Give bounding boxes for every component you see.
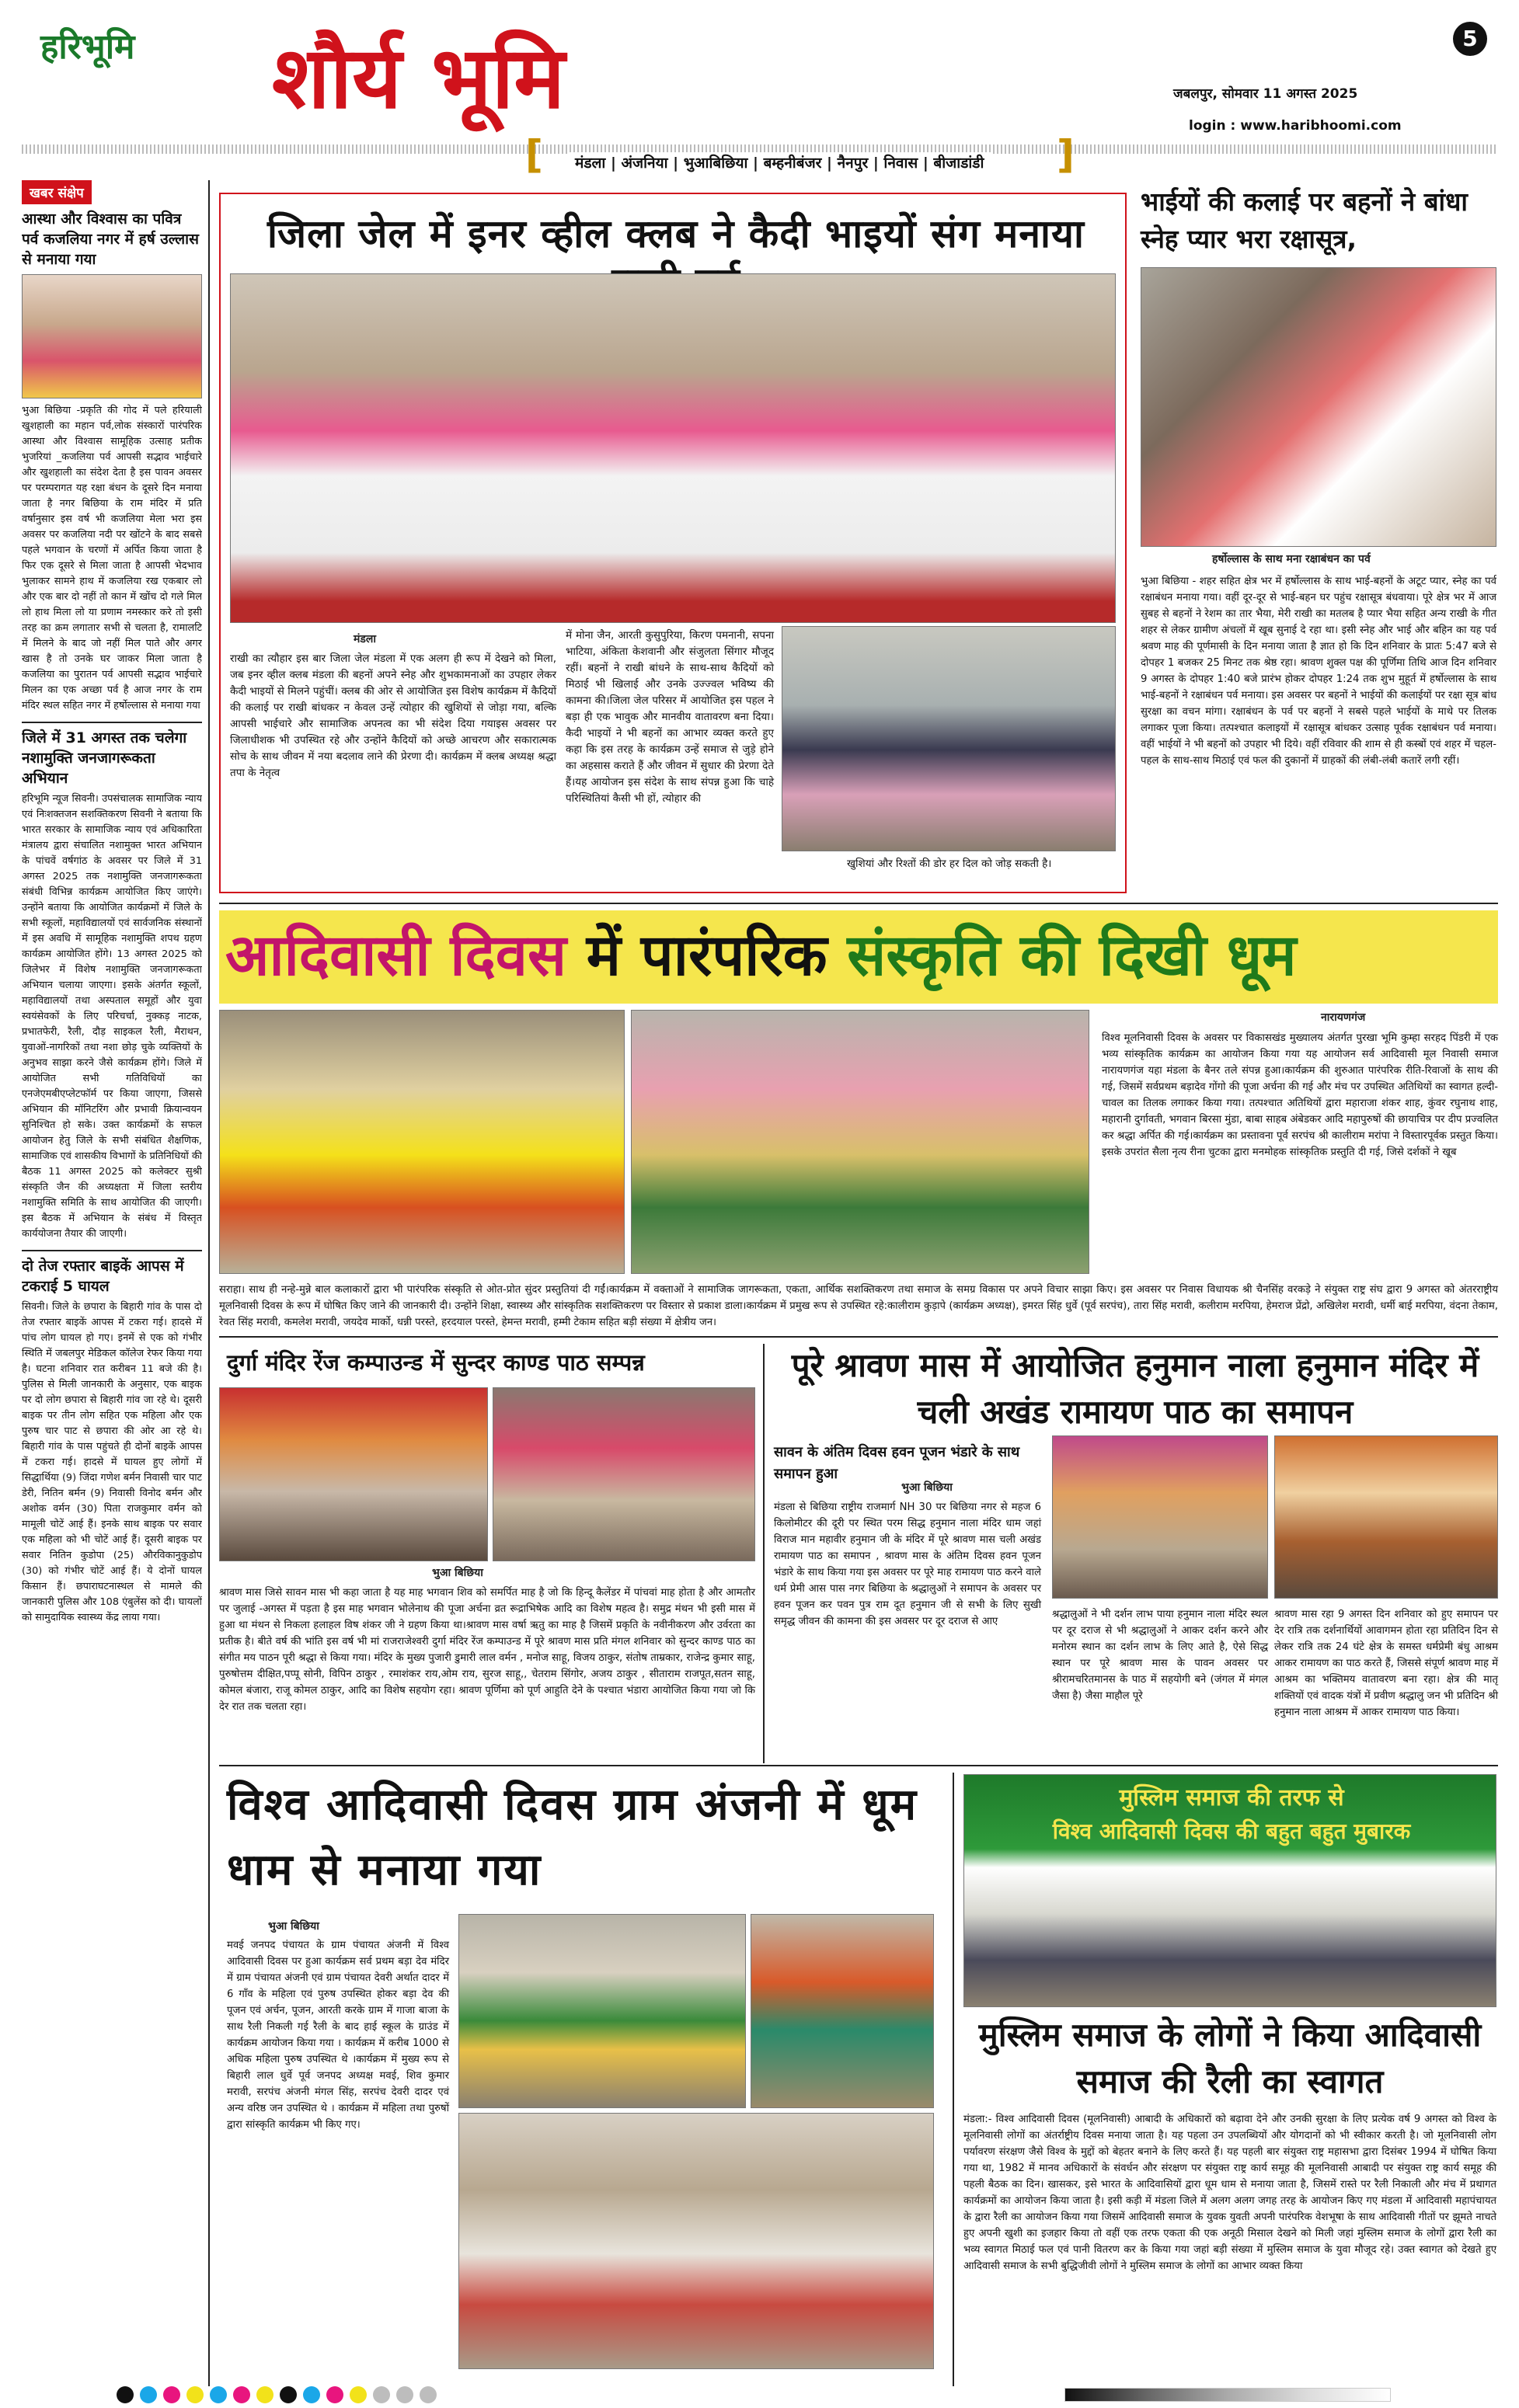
raksha-photo xyxy=(1141,267,1496,547)
section-tag: खबर संक्षेप xyxy=(22,180,92,204)
durga-headline: दुर्गा मंदिर रेंज कम्पाउन्ड में सुन्दर काण्ड पाठ सम्पन्न xyxy=(227,1349,645,1376)
registration-dot xyxy=(280,2386,297,2403)
bracket-left: [ xyxy=(525,132,543,177)
raksha-caption: हर्षोल्लास के साथ मना रक्षाबंधन का पर्व xyxy=(1212,553,1371,565)
jail-headline: जिला जेल में इनर व्हील क्लब ने कैदी भाइयों संग मनाया xyxy=(267,211,1085,256)
durga-placeline: भुआ बिछिया xyxy=(432,1567,483,1579)
jail-placeline: मंडला xyxy=(354,633,376,645)
registration-dot xyxy=(186,2386,204,2403)
page-number: 5 xyxy=(1453,22,1487,56)
adivasi-placeline: नारायणगंज xyxy=(1321,1011,1366,1024)
hanuman-body-col2: श्रद्धालुओं ने भी दर्शन लाभ पाया हनुमान नाला मंदिर स्थल पर दूर दराज से भी श्रद्धालुओं ने आकर दर्शन करने और मनोरम स्थान का दर्शन लाभ के लिए आते है, ऐसे सिद्ध स्थान पर पूरे श्रावण मास के पावन अवसर पर श्रीरामचरितमानस के पाठ में सहयोगी बने (जंगल में मंगल जैसा है) जैसा माहौल पूरे xyxy=(1052,1609,1268,1702)
left-column xyxy=(22,180,202,2386)
anjani-body: मवई जनपद पंचायत के ग्राम पंचायत अंजनी में विश्व आदिवासी दिवस पर हुआ कार्यक्रम सर्व प्रथम बड़ा देव मंदिर में ग्राम पंचायत अंजनी एवं ग्राम पंचायत देवरी अर्थात दादर में 6 गाँव के महिला एवं पुरुष उपस्थित होकर बड़ा देव की पूजन एवं अर्चन, पूजन, आरती करके ग्राम में गाजा बाजा के साथ रैली निकली गई रैली के बाद हाई स्कूल के ग्राउंड में कार्यक्रम आयोजन किया गया । कार्यक्रम में करीब 1000 से अधिक महिला पुरुष उपस्थित थे ।कार्यक्रम में मुख्य रूप से बिहारी लाल धुर्वे पूर्व जनपद अध्यक्ष मवई, शिव कुमार मरावी, सरपंच अंजनी मंगल सिंह, सरपंच देवरी दादर एवं अन्य वरिष्ठ जन उपस्थित थे । कार्यक्रम में महिला तथा पुरुषों द्वारा सांस्कृति कार्यक्रम भी किए गए। xyxy=(227,1940,449,2131)
anjani-divider xyxy=(953,1773,954,2386)
adivasi-bottom-rule xyxy=(219,1336,1498,1338)
jail-body-col1: राखी का त्यौहार इस बार जिला जेल मंडला में एक अलग ही रूप में देखने को मिला, जब इनर व्हील क्लब मंडला की बहनों अपने स्नेह और शुभकामनाओं का उपहार लेकर कैदी भाइयों से मिलने पहुंचीं। क्लब की ओर से आयोजित इस विशेष कार्यक्रम में कैदियों की कलाई पर राखी बांधकर न केवल उन्हें त्योहार की खुशियों से जोड़ा गया, बल्कि आपसी भाईचारे और सामाजिक अपनत्व का भी संदेश दिया गयाइस अवसर पर जिलाधीशक भी उपस्थित रहे और उन्होंने कैदियों को अच्छे आचरण और सकारात्मक सोच के साथ जीवन में नया बदलाव लाने की प्रेरणा दी। कार्यक्रम में क्लब अध्यक्ष श्रद्धा तपा के नेतृत्व xyxy=(230,652,556,779)
anjani-photo-2 xyxy=(751,1914,934,2108)
adivasi-photo-1 xyxy=(219,1010,625,1274)
brand-logo[interactable]: हरिभूमि xyxy=(40,27,135,67)
registration-dot xyxy=(117,2386,134,2403)
jail-main-photo xyxy=(230,273,1116,623)
mid-bottom-rule xyxy=(219,1765,1498,1766)
raksha-headline: भाईयों की कलाई पर बहनों ने बांधा स्नेह प्यार भरा रक्षासूत्र, xyxy=(1141,186,1468,254)
registration-dot xyxy=(350,2386,367,2403)
brief-1-photo xyxy=(22,274,202,398)
adivasi-body-right: विश्व मूलनिवासी दिवस के अवसर पर विकासखंड मुख्यालय अंतर्गत पुरखा भूमि कुम्हा सरहद पिंडरी में एक भव्य सांस्कृतिक कार्यक्रम का आयोजन किया गया यह आयोजन सर्व आदिवासी मूल निवासी समाज नारायणगंज यहा मंडला के बैनर तले संपन्न हुआ।कार्यक्रम की शुरुआत पारंपरिक रीति-रिवाजों के साथ की गई, जिसमें सर्वप्रथम बड़ादेव गोंगो की पूजा अर्चना की गई और मंच पर उपस्थित अतिथियों का स्वागत हल्दी-चावल का तिलक लगाकर किया गया। तत्पश्चात अतिथियों द्वारा महाराजा शंकर शाह, कुंवर रघुनाथ शाह, महारानी दुर्गावती, भगवान बिरसा मुंडा, बाबा साहब अंबेडकर आदि महापुरुषों की छायाचित्र पर दीप प्रज्वलित कर श्रद्धा अर्पित की गई।कार्यक्रम का प्रस्तावना पूर्व सरपंच श्री कालीराम मरांपा ने विस्तारपूर्वक प्रस्तुत किया। इसके उपरांत सैला नृत्य रीना चुटका द्वारा मनमोहक सांस्कृतिक प्रस्तुति दी गई, जिसे दर्शकों ने खूब xyxy=(1102,1032,1498,1158)
muslim-body: मंडला:- विश्व आदिवासी दिवस (मूलनिवासी) आबादी के अधिकारों को बढ़ावा देने और उनकी सुरक्षा के लिए प्रत्येक वर्ष 9 अगस्त को विश्व के मूलनिवासी लोगों का अंतर्राष्ट्रीय दिवस मनाया जाता है। यह पहला उन उपलब्धियों और योगदानों को भी स्वीकार करती है। जो मूलनिवासी लोग पर्यावरण संरक्षण जैसे विश्व के मुद्दों को बेहतर बनाने के लिए करते हैं। यह पहली बार संयुक्त राष्ट्र महासभा द्वारा दिसंबर 1994 में घोषित किया गया था, 1982 में मानव अधिकारों के संवर्धन और संरक्षण पर संयुक्त राष्ट्र कार्य समूह की मूलनिवासी आबादी पर संयुक्त राष्ट्र कार्य समूह की पहली बैठक का दिन। खासकर, इसे भारत के आदिवासियों द्वारा धूम धाम से मनाया जाता है, जिसमें रास्ते पर रैली निकाली और मंच में प्रथागत कार्यक्रमों का आयोजन किया जाता है। इसी कड़ी में मंडला जिले में अलग अलग जगह तरह के आयोजन किए गए मंडला में आदिवासी महापंचायत के द्वारा रैली का आयोजन किया गया जिसमें आदिवासी समाज के युवक युवती अपनी पारंपरिक वेशभूषा के साथ आदिवासी गीतों पर झूमते नाचते हुए अपनी खुशी का इजहार किया तो वहीं एक तरफ एकता की एक अनूठी मिसाल देखने को मिली जहां मुस्लिम समाज के लोगों द्वारा रैली का भव्य स्वागत मिठाई फल एवं पानी वितरण कर के किया गया जहां बड़ी संख्या में मुस्लिम समाज के युवा मौजूद रहे। उक्त स्वागत को देखते हुए आदिवासी समाज के सभी बुद्धिजीवी लोगों ने मुस्लिम समाज के लोगों का आभार व्यक्त किया xyxy=(963,2114,1496,2272)
registration-dot xyxy=(210,2386,227,2403)
section-title: शौर्य भूमि xyxy=(272,27,565,127)
hanuman-subhead: सावन के अंतिम दिवस हवन पूजन भंडारे के साथ समापन हुआ xyxy=(774,1444,1020,1482)
hanuman-placeline: भुआ बिछिया xyxy=(901,1481,953,1494)
hanuman-headline: पूरे श्रावण मास में आयोजित हनुमान नाला हनुमान मंदिर में चली अखंड रामायण पाठ का समापन xyxy=(791,1346,1479,1431)
adivasi-headline-part-a: आदिवासी दिवस xyxy=(225,922,566,989)
adivasi-top-rule xyxy=(219,903,1498,904)
left-column-divider xyxy=(208,180,210,2386)
durga-photo-2 xyxy=(493,1387,755,1561)
anjani-headline: विश्व आदिवासी दिवस ग्राम अंजनी में धूम धाम से मनाया गया xyxy=(227,1780,918,1895)
brief-1-body: भुआ बिछिया -प्रकृति की गोद में पले हरियाली खुशहाली का महान पर्व,लोक संस्कारों पारंपरिक आस्था और विश्वास सामूहिक उत्साह प्रतीक भुजरियां _कजलिया पर्व आपसी सद्भाव भाईचारे और खुशहाली का संदेश देता है इस पावन अवसर पर परम्परागत यह रक्षा बंधन के दूसरे दिन मनाया जाता है नगर बिछिया के राम मंदिर में प्रति वर्षानुसार इस वर्ष भी कजलिया मेला भरा इस अवसर पर कजलिया नदी पर खोंटने के बाद सबसे पहले भगवान के चरणों में अर्पित किया जाता है फिर एक दूसरे से मिला जाता है आपसी भेदभाव भुलाकर सामने हाथ में कजलिया रख एकबार लो और एक बार दो नहीं तो कान में खोंच दो गले मिल लो हाथ मिला लो या प्रणाम नमस्कार करे तो इसी तरह का क्रम लगातार सभी से चलता है, रामालटि में मिलने के बाद जो नहीं मिल पाते और अगर खास है तो उनके घर जाकर मिला जाता है कजलिया का पुरातन पर्व आपसी सद्भाव भाईचारे मिलन का एक अच्छा पर्व है आज नगर के राम मंदिर स्थल सहित नगर में हर्षोल्लास से मनाया गया xyxy=(22,405,202,712)
adivasi-headline-part-c: संस्कृति की दिखी धूम xyxy=(847,922,1297,989)
raksha-body: भुआ बिछिया - शहर सहित क्षेत्र भर में हर्षोल्लास के साथ भाई-बहनों के अटूट प्यार, स्नेह का पर्व रक्षाबंधन मनाया गया। वहीं दूर-दूर से भाई-बहन घर पहुंच रक्षासूत्र बंधवाया। पूरे क्षेत्र भर में आज सुबह से बहनों ने रेशम का तार भैया, मेरी राखी का मतलब है प्यार भैया सहित अन्य राखी के गीत शहर से लेकर ग्रामीण अंचलों में खूब सुनाई दे रहा था। इसी स्नेह और भाई और बहिन का यह पर्व श्रवण माह की पूर्णमासी के दिन मनाया जाता है ज्ञात हो कि दिन शनिवार के प्रातः 5:47 बजे से दोपहर 1 बजकर 25 मिनट तक श्रेष्ठ रहा। श्रावण शुक्ल पक्ष की पूर्णिमा तिथि आज दिन शनिवार 9 अगस्त के दोपहर 1:40 बजे प्रारंभ होकर दोपहर 1:24 तक शुभ मुहूर्त में हर्षोल्लास के साथ भाई-बहनों ने रक्षाबंधन पर्व मनाया। इस अवसर पर बहनों ने भाईयों की कलाईयों पर रक्षा सूत्र बांध सुरक्षा का वचन मांगा। रक्षाबंधन के पर्व पर बहनों ने सबसे पहले भाईयों के माथे पर तिलक लगाकर पूजा किया। तत्पश्चात कलाइयों में रक्षासूत्र बांधकर उत्साह पूर्वक रक्षाबंधन पर्व मनाया। वहीं भाईयों ने भी बहनों को उपहार भी दिये। वहीं रविवार की शाम से ही कस्बों एवं शहर में चहल-पहल के साथ-साथ मिठाई एवं फल की दुकानों में ग्राहकों की लंबी-लंबी कतारें लगी रहीं। xyxy=(1141,576,1496,767)
registration-dot xyxy=(326,2386,343,2403)
anjani-photo-1 xyxy=(458,1914,746,2108)
durga-body: श्रावण मास जिसे सावन मास भी कहा जाता है यह माह भगवान शिव को समर्पित माह है जो कि हिन्दू कैलेंडर में पांचवां माह होता है और आमतौर पर जुलाई -अगस्त में पड़ता है इस माह भगवान भोलेनाथ की पूजा अर्चना व्रत रूद्राभिषेक आदि का विशेष महत्व है। समुद्र मंथन भी इसी मास में हुआ था मंथन से निकला हलाहल विष शंकर जी ने ग्रहण किया था।श्रावण मास वर्षा ऋतु का माह है जिसमें प्रकृति के नवीनीकरण और उर्वरता का प्रतीक है। बीते वर्ष की भांति इस वर्ष भी मां राजराजेश्वरी दुर्गा मंदिर रेंज कम्पाउन्ड में पूरे श्रावण मास प्रति मंगल शनिवार को सुन्दर काण्ड पाठ का संगीत मय पाठन पूरी श्रद्धा से किया गया। मंदिर के मुख्य पुजारी डुमारी लाल वर्मन , मनोज साहू, विजय ठाकुर, संतोष ताम्रकार, राजेन्द्र कुमार साहू, पुरुषोत्तम दीक्षित,पप्पू सोनी, विपिन ठाकुर , रमाशंकर राय,ओम राय, सुरज साहू,, चेतराम सिंगोर, अजय ठाकुर , सीताराम राजपूत,सतन साहू, कोमल बंजारा, राजू कोमल ठाकुर, आदि का विशेष सहयोग रहा। श्रावण पूर्णिमा को पूर्ण आहुति देने के पश्चात भंडारा आयोजित किया गया जो कि देर रात तक चलता रहा। xyxy=(219,1587,755,1713)
registration-dot xyxy=(140,2386,157,2403)
registration-dot xyxy=(256,2386,273,2403)
brief-1-title: आस्था और विश्वास का पवित्र पर्व कजलिया नगर में हर्ष उल्लास से मनाया गया xyxy=(22,211,199,268)
bracket-right: ] xyxy=(1057,132,1075,177)
hanuman-photo-2 xyxy=(1274,1435,1498,1599)
registration-dot xyxy=(163,2386,180,2403)
brief-2-title: जिले में 31 अगस्त तक चलेगा नशामुक्ति जनजागरूकता अभियान xyxy=(22,722,202,788)
brief-2-body: हरिभूमि न्यूज सिवनी। उपसंचालक सामाजिक न्याय एवं निःशक्तजन सशक्तिकरण सिवनी ने बताया कि भारत सरकार के सामाजिक न्याय एवं अधिकारिता मंत्रालय द्वारा संचालित नशामुक्त भारत अभियान के पांचवें वर्षगांठ के अवसर पर जिले में 31 अगस्त 2025 तक नशामुक्ति जनजागरूकता संबंधी विभिन्न कार्यक्रम आयोजित किए जाएंगे। उन्होंने बताया कि आयोजित कार्यक्रमों में जिले के सभी स्कूलों, महाविद्यालयों एवं सार्वजनिक संस्थानों में इस अवधि में सामूहिक नशामुक्ति शपथ ग्रहण कार्यक्रम आयोजित होंगे। 13 अगस्त 2025 को जिलेभर में विशेष नशामुक्ति जनजागरूकता अभियान चलाया जाएगा। इसके अंतर्गत स्कूलों, महाविद्यालयों तथा अस्पताल समूहों और युवा स्वयंसेवकों के लिए परिचर्चा, नुक्कड़ नाटक, प्रभातफेरी, रैली, दौड़ साइकल रैली, मैराथन, युवाओं-नागरिकों तथा नशा छोड़ चुके व्यक्तियों के अनुभव साझा करने जैसे कार्यक्रम होंगे। जिले में आयोजित सभी गतिविधियों का एनजेएमबीएप्लेटफॉर्म पर किया जाएगा, जिससे अभियान की मॉनिटरिंग और प्रभावी क्रियान्वयन सुनिश्चित हो सके। उक्त कार्यक्रमों के सफल आयोजन हेतु जिले के सभी संबंधित शैक्षणिक, सामाजिक एवं शासकीय विभागों के प्रतिनिधियों की बैठक 11 अगस्त 2025 को कलेक्टर सुश्री संस्कृति जैन की अध्यक्षता में जिला स्तरीय नशामुक्ति समिति के साथ आयोजित की जाएगी। इस बैठक में अभियान के संबंध में विस्तृत कार्ययोजना तैयार की जाएगी। xyxy=(22,793,202,1240)
hanuman-body-col3: श्रावण मास रहा 9 अगस्त दिन शनिवार को हुए समापन पर देर रात्रि तक दर्शनार्थियों आवागमन होता रहा प्रतिदिन दिन से लेकर रात्रि तक 24 घंटे क्षेत्र के समस्त धर्मप्रेमी बंधु आश्रम आकर रामायण का पाठ करते हैं, जिससे संपूर्ण श्रावण माह में आश्रम का भक्तिमय वातावरण बना रहा। क्षेत्र की मातृ शक्तियों एवं वादक यंत्रों में प्रवीण श्रद्धालु जन भी प्रतिदिन श्री हनुमान नाला आश्रम में आकर रामायण पाठ किया। xyxy=(1274,1609,1498,1718)
hanuman-photo-1 xyxy=(1052,1435,1268,1599)
brief-3-body: सिवनी। जिले के छपारा के बिहारी गांव के पास दो तेज रफ्तार बाइकें आपस में टकरा गई। हादसे में पांच लोग घायल हो गए। इनमें से एक को गंभीर स्थिति में जबलपुर मेडिकल कॉलेज रेफर किया गया है। घटना शनिवार रात करीबन 11 बजे की है। पुलिस से मिली जानकारी के अनुसार, एक बाइक पर दो लोग छपारा से बिहारी गांव जा रहे थे। दूसरी बाइक पर तीन लोग सहित एक महिला और एक पुरुष चार पाट से छपारा की ओर आ रहे थे। बिहारी गांव के पास पहुंचते ही दोनों बाइकें आपस में टकरा गई। हादसे में घायल हुए लोगों में सिद्धार्थिया (9) जिंदा गणेश बर्मन निवासी चार पाट डेरी, नितिन बर्मन (9) निवासी विनोद बर्मन और अशोक वर्मन (30) पिता राजकुमार वर्मन को मामूली चोटें आई हैं। इनके साथ बाइक पर सवार एक महिला को भी चोटें आई हैं। दूसरी बाइक पर सवार नितिन कुडोपा (25) औरविकानुकुडोप (30) को गंभीर चोटें आई हैं। ये दोनों घायल किसान हैं। छपाराघटनास्थल से मामले की जानकारी पुलिस और 108 एंबुलेंस को दी। घायलों को सामुदायिक स्वास्थ्य केंद्र लाया गया। xyxy=(22,1301,202,1623)
muslim-banner-line2: विश्व आदिवासी दिवस की बहुत बहुत मुबारक xyxy=(1052,1818,1411,1844)
dateline: जबलपुर, सोमवार 11 अगस्त 2025 xyxy=(1173,86,1358,102)
jail-inset-photo xyxy=(782,626,1116,851)
anjani-photo-3 xyxy=(458,2113,934,2369)
registration-dot xyxy=(233,2386,250,2403)
adivasi-body-bottom: सराहा। साथ ही नन्हे-मुन्ने बाल कलाकारों द्वारा भी पारंपरिक संस्कृति से ओत-प्रोत सुंदर प्रस्तुतियां दी गईं।कार्यक्रम में वक्ताओं ने सामाजिक जागरूकता, एकता, आर्थिक सशक्तिकरण तथा समाज के समग्र विकास पर अपने विचार साझा किए। इस अवसर पर निवास विधायक श्री चैनसिंह वरकड़े ने संयुक्त राष्ट्र संघ द्वारा 9 अगस्त को अंतरराष्ट्रीय मूलनिवासी दिवस के रूप में घोषित किए जाने की जानकारी दी। उन्होंने शिक्षा, स्वास्थ्य और सांस्कृतिक सशक्तिकरण पर विस्तार से प्रकाश डाला।कार्यक्रम में प्रमुख रूप से उपस्थित रहे:कालीराम कुड़ापे (कार्यक्रम अध्यक्ष), इमरत सिंह धुर्वे (पूर्व सरपंच), तारा सिंह मरावी, कलीराम मरपिया, हेमराज प्रेंद्रो, अखिलेश मरावी, धर्मी बाई मरपिया, वंदना तेकाम, रेवत सिंह मरावी, कमलेश मरावी, जयदेव मार्को, धन्नी परस्ते, हरदयाल परस्ते, हेमन्त मरावी, हम्मी टेकाम सहित बड़ी संख्या में क्षेत्रीय जन। xyxy=(219,1284,1498,1328)
adivasi-photo-2 xyxy=(631,1010,1089,1274)
registration-dot xyxy=(420,2386,437,2403)
locality-strip: मंडला | अंजनिया | भुआबिछिया | बम्हनीबंजर | नैनपुर | निवास | बीजाडांडी xyxy=(567,152,991,172)
durga-divider xyxy=(763,1344,765,1763)
anjani-placeline: भुआ बिछिया xyxy=(268,1920,319,1933)
durga-photo-1 xyxy=(219,1387,488,1561)
hanuman-body-col1: मंडला से बिछिया राष्ट्रीय राजमार्ग NH 30 पर बिछिया नगर से महज 6 किलोमीटर की दूरी पर स्थित परम सिद्ध हनुमान नाला मंदिर धाम जहां विराज मान महावीर हनुमान जी के मंदिर में पूरे श्रावण मास चली अखंड रामायण पाठ का समापन , श्रावण मास के अंतिम दिवस हवन पूजन भंडारे के साथ किया गया इस अवसर पर पूरे माह रामायण पाठ करने वाले धर्म प्रेमी आस पास नगर बिछिया के श्रद्धालुओं ने समापन के अवसर पर हवन पूजन कर पवन पुत्र राम दूत हनुमान जी से सभी के लिए सुखी समृद्ध जीवन की कामना की इस अवसर पर दूर दराज से आए xyxy=(774,1502,1041,1627)
muslim-headline: मुस्लिम समाज के लोगों ने किया आदिवासी समाज की रैली का स्वागत xyxy=(978,2016,1482,2100)
brief-3-title: दो तेज रफ्तार बाइकें आपस में टकराई 5 घायल xyxy=(22,1250,202,1296)
adivasi-headline-part-b: में पारंपरिक xyxy=(586,922,827,989)
registration-dot xyxy=(303,2386,320,2403)
adivasi-headline xyxy=(225,917,1492,994)
registration-marks xyxy=(117,2386,443,2406)
registration-dot xyxy=(373,2386,390,2403)
jail-body-col3: खुशियां और रिश्तों की डोर हर दिल को जोड़ सकती है। xyxy=(847,858,1052,870)
muslim-banner-line1: मुस्लिम समाज की तरफ से xyxy=(1119,1784,1344,1811)
registration-dot xyxy=(396,2386,413,2403)
registration-gradient xyxy=(1064,2388,1391,2402)
login-link[interactable]: login : www.haribhoomi.com xyxy=(1189,118,1402,134)
jail-body-col2: में मोना जैन, आरती कुसुपुरिया, किरण पमनानी, सपना भाटिया, अंकिता केशवानी और संजुलता सिंगार मौजूद रहीं। बहनों ने राखी बांधने के साथ-साथ कैदियों को मिठाई भी खिलाई और उनके उज्ज्वल भविष्य की कामना की।जिला जेल परिसर में आयोजित इस पहल ने बड़ा ही एक भावुक और मानवीय वातावरण बना दिया। कैदी भाइयों ने भी बहनों का आभार व्यक्त करते हुए कहा कि इस तरह के कार्यक्रम उन्हें समाज से जुड़े होने का अहसास कराते हैं और जीवन में सुधार की प्रेरणा देते हैं।यह आयोजन इस संदेश के साथ संपन्न हुआ कि चाहे परिस्थितियां कैसी भी हों, त्योहार की xyxy=(566,629,774,805)
